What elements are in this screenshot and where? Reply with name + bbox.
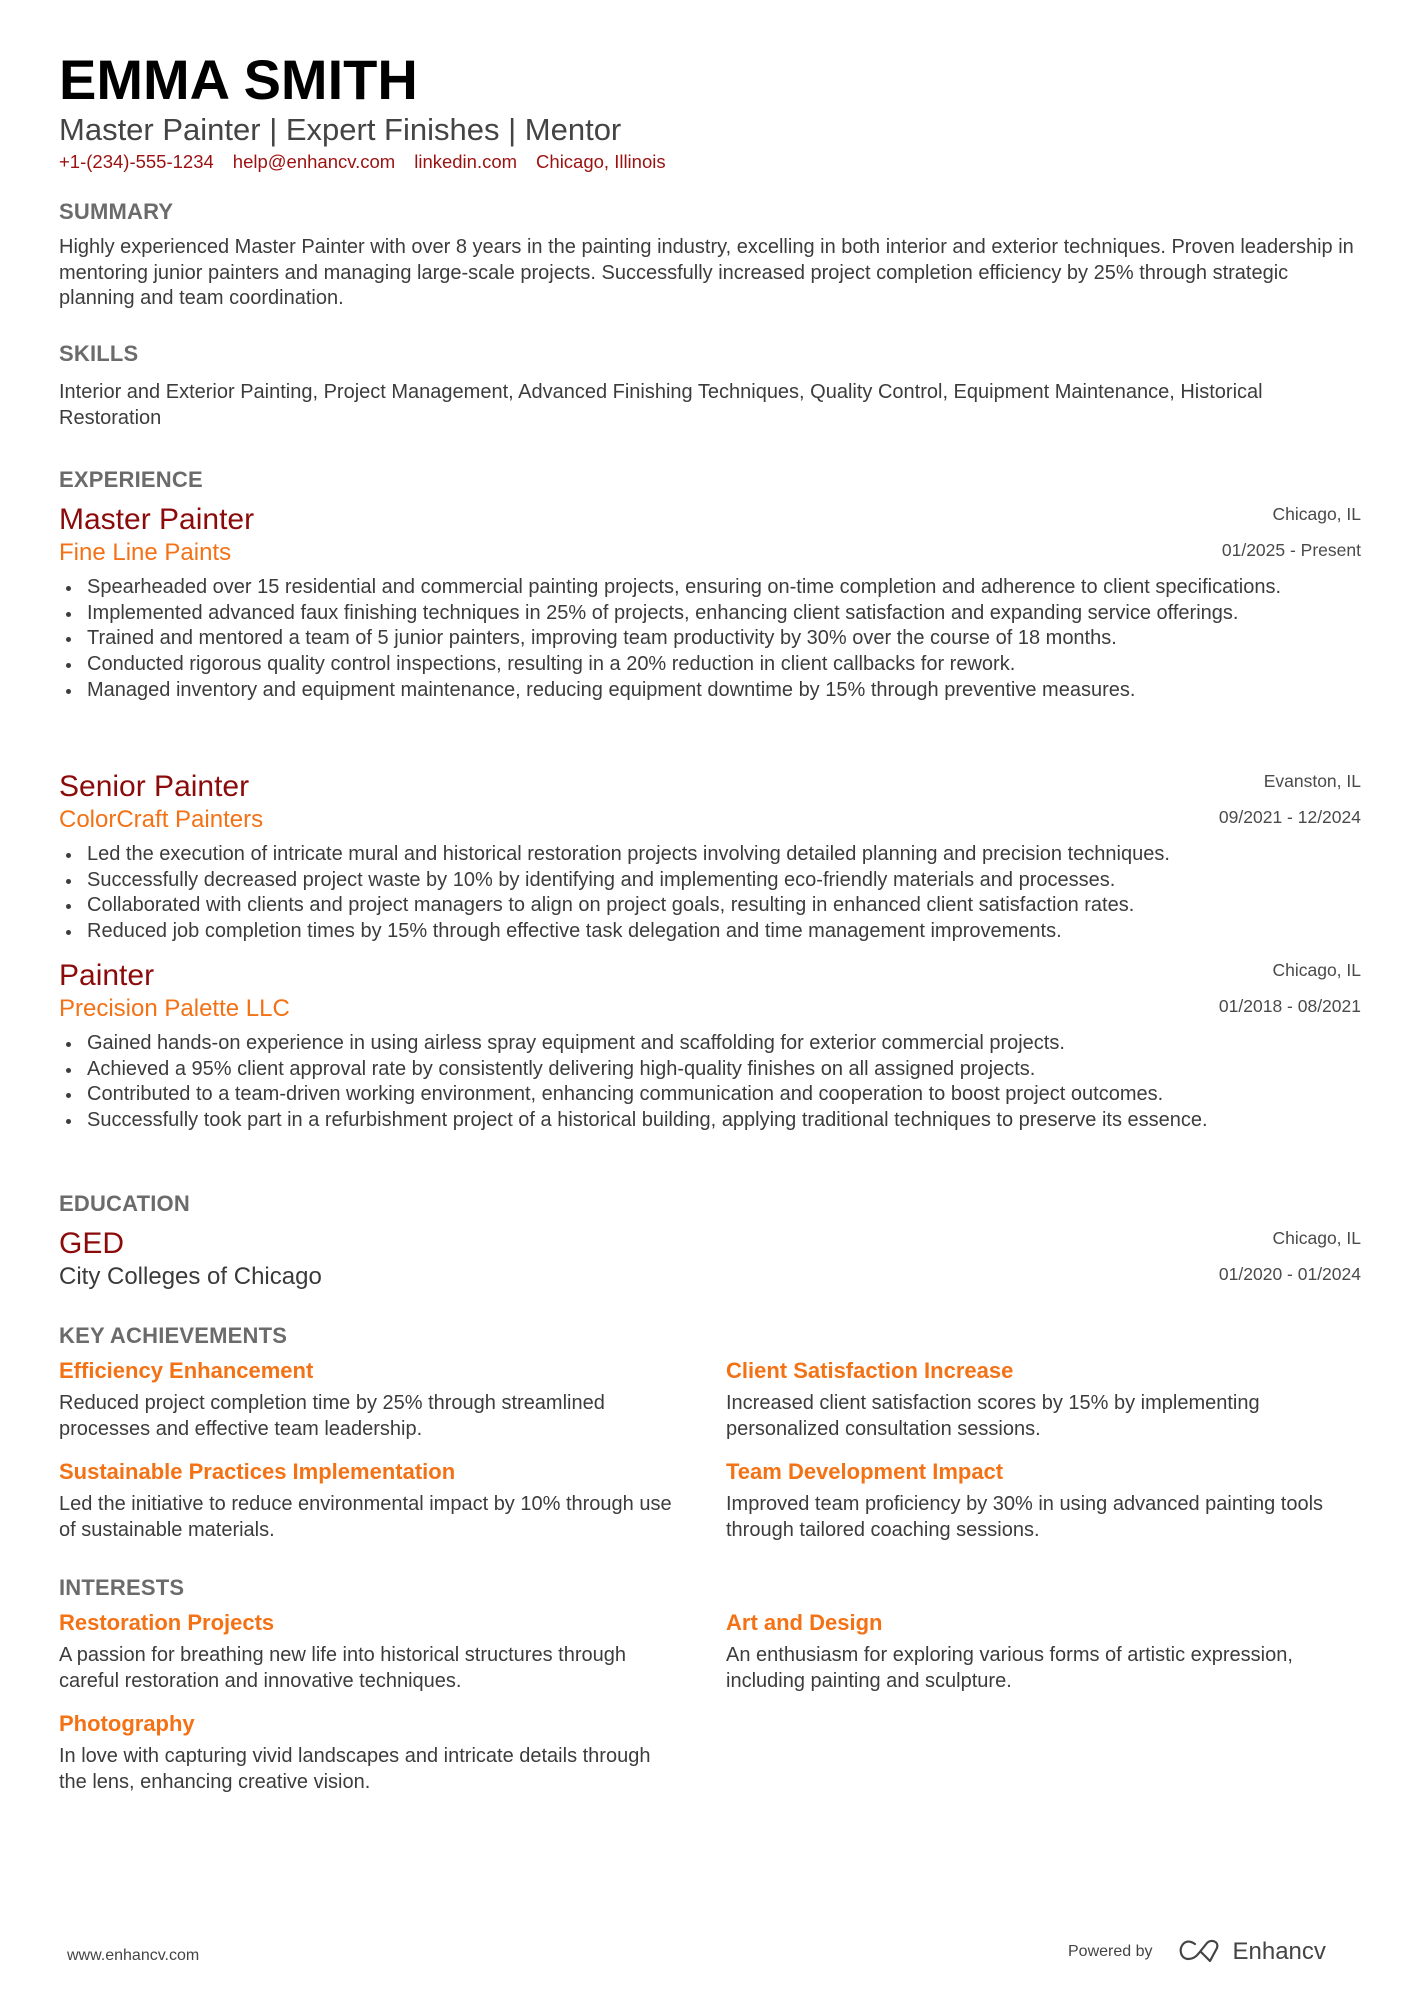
bullet-item: Gained hands-on experience in using airless spray equipment and scaffolding for exterior commercial projects. <box>59 1031 1361 1057</box>
job-company: Fine Line Paints <box>59 539 232 566</box>
job-dates: 01/2025 - Present <box>1221 540 1361 560</box>
job-bullets <box>59 575 1361 704</box>
job-role: Master Painter <box>59 503 255 536</box>
section-title-skills: SKILLS <box>59 341 139 366</box>
bullet-item: Spearheaded over 15 residential and commercial painting projects, ensuring on-time completion and adherence to client specifications. <box>59 575 1361 601</box>
achievement-title: Sustainable Practices Implementation <box>59 1459 456 1484</box>
contact-linkedin[interactable]: linkedin.com <box>414 151 518 172</box>
interest-desc: In love with capturing vivid landscapes and intricate details through the lens, enhancing creative vision. <box>59 1745 651 1793</box>
job-location: Chicago, IL <box>1272 504 1361 524</box>
job-bullets <box>59 842 1361 945</box>
section-title-achievements: KEY ACHIEVEMENTS <box>59 1323 288 1348</box>
interest-title: Photography <box>59 1711 195 1736</box>
contact-list <box>59 150 666 174</box>
interest-title: Art and Design <box>726 1610 883 1635</box>
brand-logo[interactable] <box>1177 1938 1326 1966</box>
interest-item <box>59 1709 699 1795</box>
bullet-item: Successfully took part in a refurbishment project of a historical building, applying traditional techniques to preserve its essence. <box>59 1108 1361 1134</box>
section-title-summary: SUMMARY <box>59 199 174 224</box>
interest-item <box>59 1608 699 1694</box>
bullet-item: Reduced job completion times by 15% through effective task delegation and time management improvements. <box>59 919 1361 945</box>
section-title-experience: EXPERIENCE <box>59 467 203 492</box>
contact-email[interactable]: help@enhancv.com <box>232 151 396 172</box>
candidate-headline: Master Painter | Expert Finishes | Mentor <box>59 112 622 147</box>
bullet-item: Collaborated with clients and project managers to align on project goals, resulting in enhanced client satisfaction rates. <box>59 893 1361 919</box>
education-degree: GED <box>59 1227 125 1260</box>
candidate-name: EMMA SMITH <box>59 48 418 111</box>
achievement-desc: Reduced project completion time by 25% through streamlined processes and effective team leadership. <box>59 1392 605 1440</box>
job-location: Evanston, IL <box>1263 771 1361 791</box>
achievement-title: Efficiency Enhancement <box>59 1358 314 1383</box>
job-location: Chicago, IL <box>1272 960 1361 980</box>
bullet-item: Successfully decreased project waste by 10% by identifying and implementing eco-friendly materials and processes. <box>59 868 1361 894</box>
bullet-item: Managed inventory and equipment maintenance, reducing equipment downtime by 15% through preventive measures. <box>59 678 1361 704</box>
interest-title: Restoration Projects <box>59 1610 275 1635</box>
bullet-item: Implemented advanced faux finishing techniques in 25% of projects, enhancing client satisfaction and expanding service offerings. <box>59 601 1361 627</box>
job-role: Senior Painter <box>59 770 250 803</box>
achievement-item <box>59 1356 699 1442</box>
achievement-item <box>726 1457 1366 1543</box>
interest-desc: An enthusiasm for exploring various forms of artistic expression, including painting and sculpture. <box>726 1644 1293 1692</box>
job-bullets <box>59 1031 1361 1134</box>
education-school: City Colleges of Chicago <box>59 1263 322 1290</box>
interest-item <box>726 1608 1366 1694</box>
contact-location: Chicago, Illinois <box>536 151 666 172</box>
bullet-item: Contributed to a team-driven working environment, enhancing communication and cooperation to boost project outcomes. <box>59 1082 1361 1108</box>
achievement-item <box>726 1356 1366 1442</box>
bullet-item: Led the execution of intricate mural and historical restoration projects involving detailed planning and precision techniques. <box>59 842 1361 868</box>
job-dates: 01/2018 - 08/2021 <box>1218 996 1361 1016</box>
achievement-title: Client Satisfaction Increase <box>726 1358 1014 1383</box>
job-company: ColorCraft Painters <box>59 806 264 833</box>
job-role: Painter <box>59 959 155 992</box>
summary-text: Highly experienced Master Painter with over 8 years in the painting industry, excelling in both interior and exterior techniques. Proven leadership in mentoring junior painters and managing large-scale projects. Successfully increased project completion efficiency by 25% through strategic planning and team coordination. <box>59 236 1354 310</box>
section-title-education: EDUCATION <box>59 1191 190 1216</box>
brand-name: Enhancv <box>1232 1938 1326 1965</box>
contact-phone[interactable]: +1-(234)-555-1234 <box>59 151 214 172</box>
achievement-title: Team Development Impact <box>726 1459 1004 1484</box>
job-company: Precision Palette LLC <box>59 995 290 1022</box>
education-dates: 01/2020 - 01/2024 <box>1218 1264 1361 1284</box>
enhancv-logo-icon <box>1177 1939 1223 1965</box>
achievement-desc: Led the initiative to reduce environmental impact by 10% through use of sustainable materials. <box>59 1493 672 1541</box>
interest-desc: A passion for breathing new life into historical structures through careful restoration and innovative techniques. <box>59 1644 626 1692</box>
achievement-desc: Improved team proficiency by 30% in using advanced painting tools through tailored coaching sessions. <box>726 1493 1324 1541</box>
footer-branding <box>1068 1938 1326 1966</box>
achievement-desc: Increased client satisfaction scores by 15% by implementing personalized consultation sessions. <box>726 1392 1260 1440</box>
skills-text: Interior and Exterior Painting, Project Management, Advanced Finishing Techniques, Quality Control, Equipment Maintenance, Historical Restoration <box>59 381 1263 429</box>
education-location: Chicago, IL <box>1272 1228 1361 1248</box>
bullet-item: Achieved a 95% client approval rate by consistently delivering high-quality finishes on all assigned projects. <box>59 1057 1361 1083</box>
section-title-interests: INTERESTS <box>59 1575 185 1600</box>
job-dates: 09/2021 - 12/2024 <box>1218 807 1361 827</box>
bullet-item: Trained and mentored a team of 5 junior painters, improving team productivity by 30% over the course of 18 months. <box>59 626 1361 652</box>
achievement-item <box>59 1457 699 1543</box>
bullet-item: Conducted rigorous quality control inspections, resulting in a 20% reduction in client callbacks for rework. <box>59 652 1361 678</box>
powered-by-label: Powered by <box>1068 1943 1153 1960</box>
footer-website[interactable]: www.enhancv.com <box>67 1947 200 1964</box>
